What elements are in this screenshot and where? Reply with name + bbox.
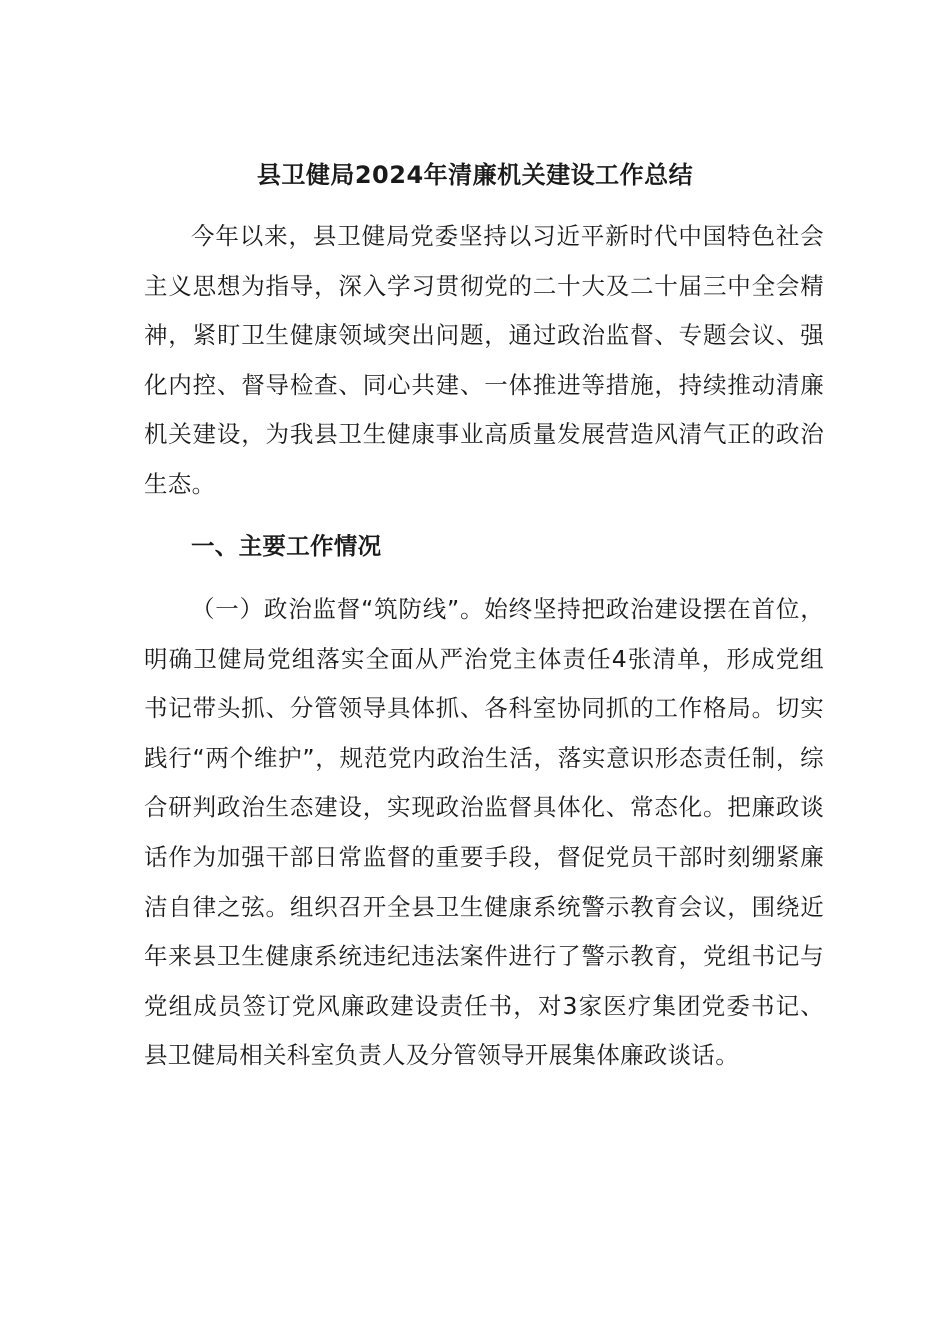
intro-paragraph: 今年以来，县卫健局党委坚持以习近平新时代中国特色社会主义思想为指导，深入学习贯彻党的二十大及二十届三中全会精神，紧盯卫生健康领域突出问题，通过政治监督、专题会议、强化内控、督导检查、同心共建、一体推进等措施，持续推动清廉机关建设，为我县卫生健康事业高质量发展营造风清气正的政治生态。 <box>144 222 824 498</box>
subsection-paragraph: （一）政治监督“筑防线”。始终坚持把政治建设摆在首位，明确卫健局党组落实全面从严治党主体责任4张清单，形成党组书记带头抓、分管领导具体抓、各科室协同抓的工作格局。切实践行“两个维护”，规范党内政治生活，落实意识形态责任制，综合研判政治生态建设，实现政治监督具体化、常态化。把廉政谈话作为加强干部日常监督的重要手段，督促党员干部时刻绷紧廉洁自律之弦。组织召开全县卫生健康系统警示教育会议，围绕近年来县卫生健康系统违纪违法案件进行了警示教育，党组书记与党组成员签订党风廉政建设责任书，对3家医疗集团党委书记、县卫健局相关科室负责人及分管领导开展集体廉政谈话。 <box>144 595 824 1070</box>
section-heading: 一、主要工作情况 <box>191 532 382 560</box>
document-title: 县卫健局2024年清廉机关建设工作总结 <box>256 161 694 189</box>
